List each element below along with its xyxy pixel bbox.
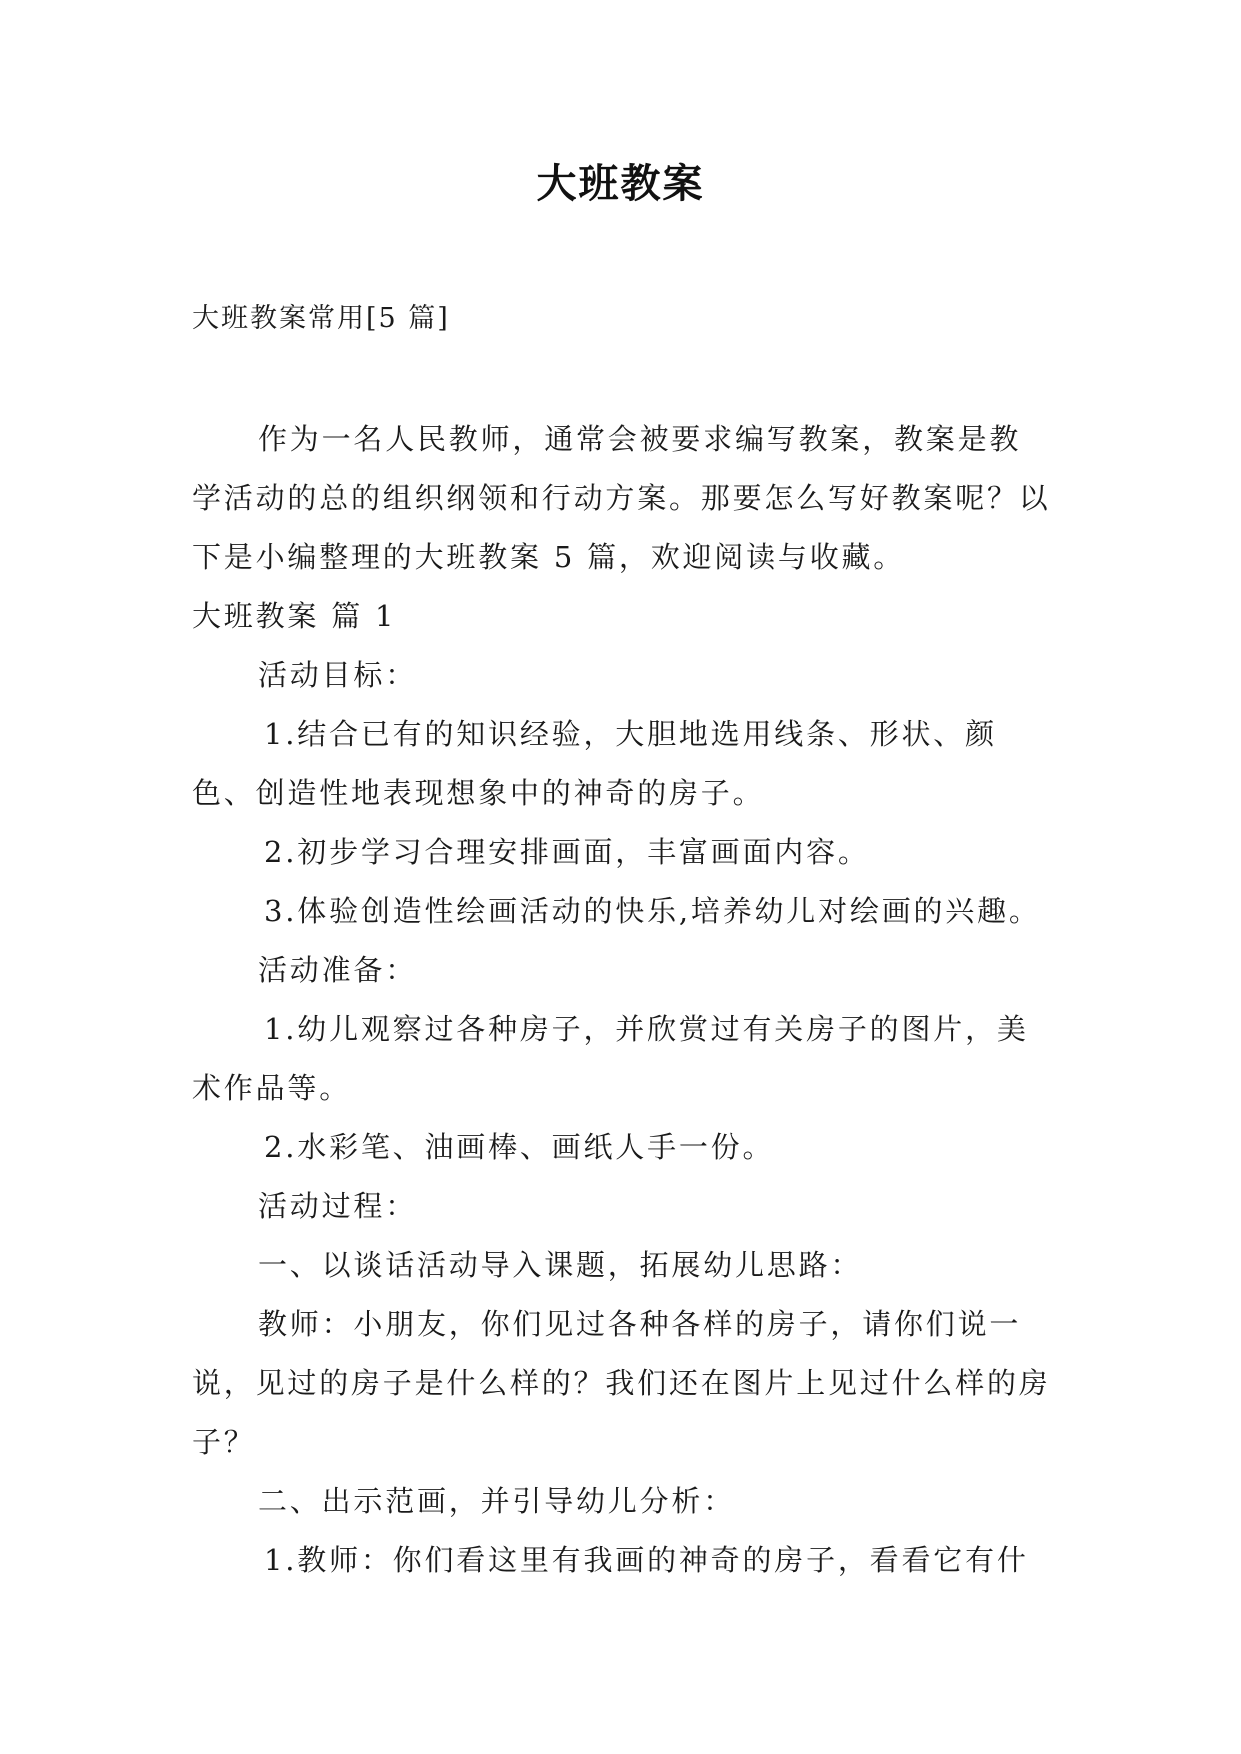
document-title: 大班教案	[536, 160, 705, 207]
goal-item: 2.初步学习合理安排画面，丰富画面内容。	[264, 835, 870, 869]
preparation-heading: 活动准备：	[258, 953, 418, 987]
goal-item: 1.结合已有的知识经验，大胆地选用线条、形状、颜色、创造性地表现想象中的神奇的房子。	[192, 717, 997, 810]
preparation-item: 2.水彩笔、油画棒、画纸人手一份。	[264, 1130, 775, 1164]
goal-item: 3.体验创造性绘画活动的快乐,培养幼儿对绘画的兴趣。	[264, 894, 1041, 928]
process-text: 教师：小朋友，你们见过各种各样的房子，请你们说一说，见过的房子是什么样的？我们还在图片上见过什么样的房子？	[192, 1307, 1051, 1459]
process-text: 1.教师：你们看这里有我画的神奇的房子，看看它有什	[264, 1543, 1029, 1577]
goals-heading: 活动目标：	[258, 658, 418, 692]
preparation-item: 1.幼儿观察过各种房子，并欣赏过有关房子的图片，美术作品等。	[192, 1012, 1029, 1105]
process-step: 二、出示范画，并引导幼儿分析：	[258, 1484, 736, 1518]
intro-paragraph: 作为一名人民教师，通常会被要求编写教案，教案是教学活动的总的组织纲领和行动方案。那要怎么写好教案呢？以下是小编整理的大班教案 5 篇，欢迎阅读与收藏。	[192, 422, 1051, 574]
process-heading: 活动过程：	[258, 1189, 418, 1223]
document-subtitle: 大班教案常用[5 篇]	[192, 303, 450, 334]
section-heading: 大班教案 篇 1	[192, 599, 397, 633]
process-step: 一、以谈话活动导入课题，拓展幼儿思路：	[258, 1248, 863, 1282]
document-body	[192, 410, 1052, 1590]
